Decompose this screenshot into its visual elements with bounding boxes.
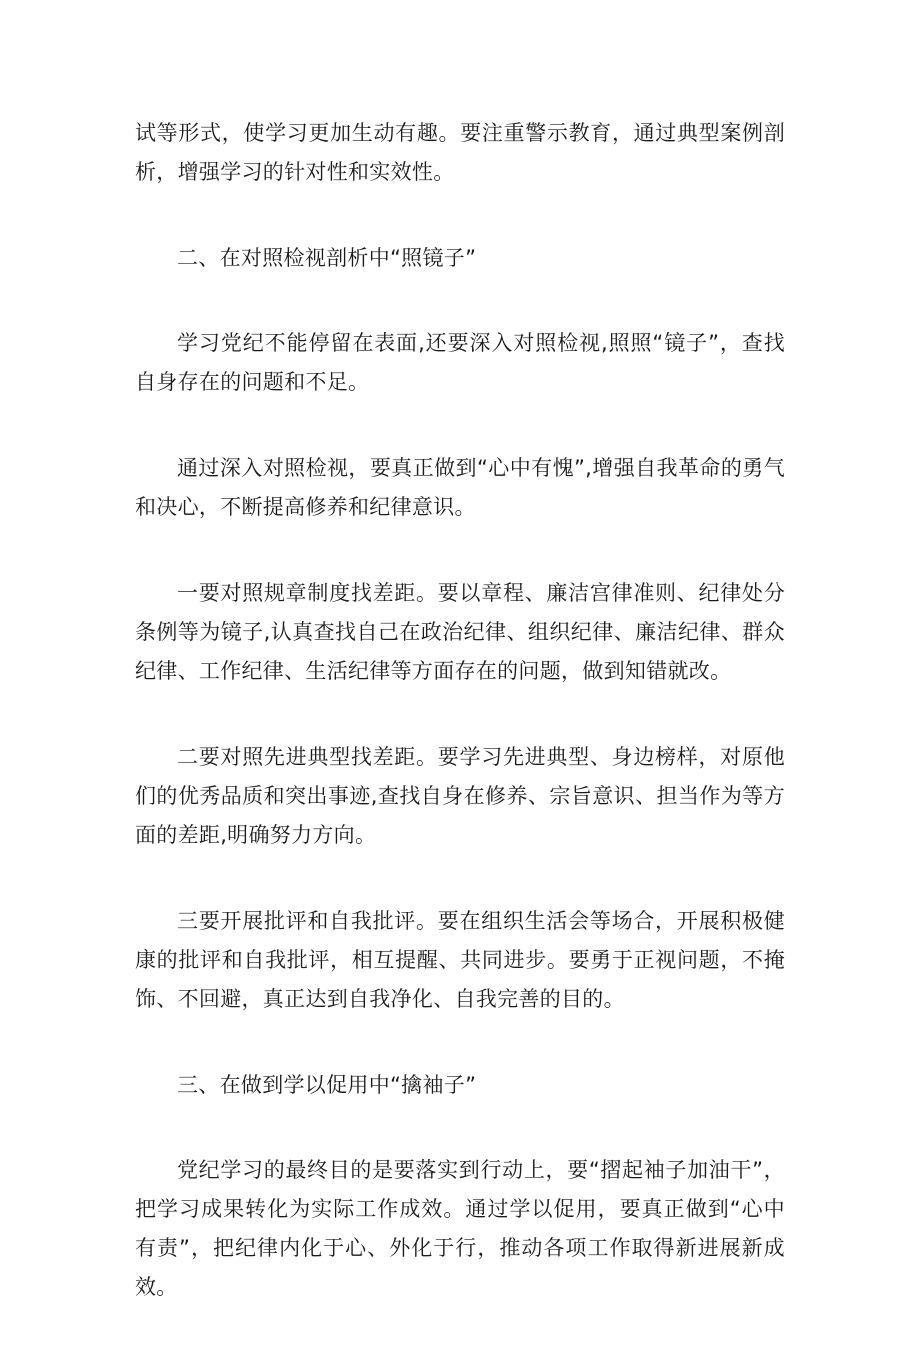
- document-body: [135, 114, 785, 1354]
- paragraph: 一要对照规章制度找差距。要以章程、廉洁宫律准则、纪律处分条例等为镜子,认真查找自己在政治纪律、组织纪律、廉洁纪律、群众纪律、工作纪律、生活纪律等方面存在的问题，做到知错就改。: [135, 581, 785, 683]
- paragraph: 通过深入对照检视，要真正做到“心中有愧”,增强自我革命的勇气和决心，不断提高修养和纪律意识。: [135, 456, 785, 519]
- section-heading-3: 三、在做到学以促用中“擒袖子”: [177, 1073, 477, 1097]
- paragraph: 党纪学习的最终目的是要落实到行动上，要“摺起袖子加油干”，把学习成果转化为实际工作成效。通过学以促用，要真正做到“心中有责”，把纪律内化于心、外化于行，推动各项工作取得新进展新成效。: [135, 1158, 785, 1299]
- section-heading-2: 二、在对照检视剖析中“照镜子”: [177, 246, 477, 270]
- paragraph: 三要开展批评和自我批评。要在组织生活会等场合，开展积极健康的批评和自我批评，相互提醒、共同进步。要勇于正视问题，不掩饰、不回避，真正达到自我净化、自我完善的目的。: [135, 909, 785, 1011]
- paragraph: 学习党纪不能停留在表面,还要深入对照检视,照照“镜子”，查找自身存在的问题和不足。: [135, 331, 785, 394]
- paragraph-continuation: 试等形式，使学习更加生动有趣。要注重警示教育，通过典型案例剖析，增强学习的针对性和实效性。: [135, 121, 785, 184]
- paragraph: 二要对照先进典型找差距。要学习先进典型、身边榜样，对原他们的优秀品质和突出事迹,查找自身在修养、宗旨意识、担当作为等方面的差距,明确努力方向。: [135, 745, 785, 847]
